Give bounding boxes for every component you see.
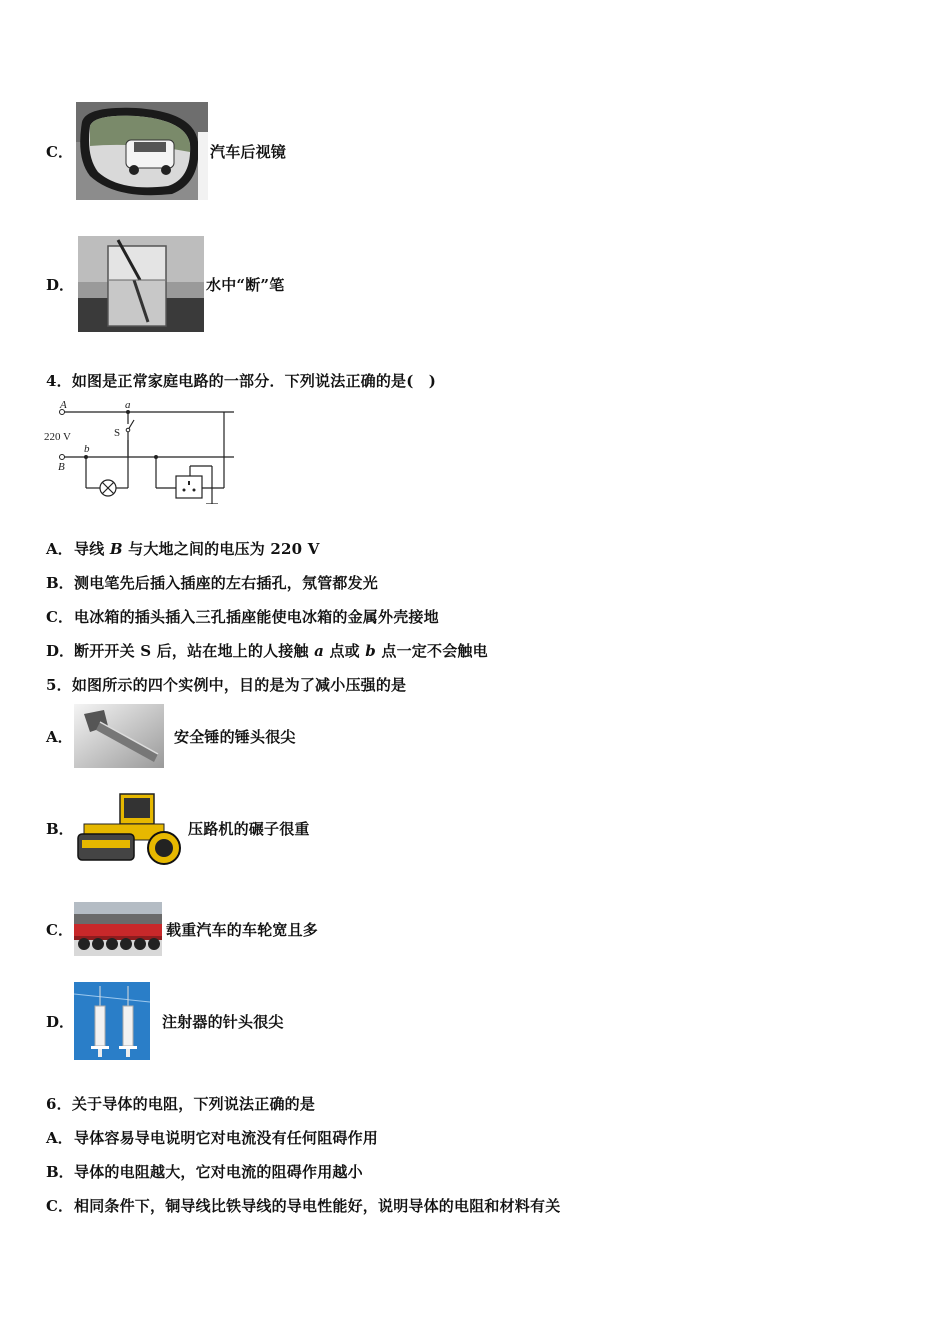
option-text: 压路机的碾子很重	[188, 819, 310, 838]
option-text: 汽车后视镜	[210, 142, 287, 161]
three-pin-socket	[183, 481, 196, 492]
q6-option-c[interactable]	[46, 1195, 560, 1216]
heavy-truck-image	[74, 902, 162, 956]
option-label: A．	[46, 727, 73, 746]
option-text: 断开开关 S 后，站在地上的人接触 a 点或 b 点一定不会触电	[74, 642, 488, 660]
option-label: C．	[46, 142, 73, 161]
q4-option-d[interactable]	[46, 640, 488, 661]
junction-b	[84, 455, 88, 459]
q5-option-a[interactable]	[46, 704, 296, 768]
option-text: 相同条件下，铜导线比铁导线的导电性能好，说明导体的电阻和材料有关	[74, 1197, 561, 1215]
safety-hammer-image	[74, 704, 164, 768]
q4-option-b[interactable]	[46, 572, 378, 593]
q5-option-c[interactable]	[46, 902, 318, 956]
option-text: 水中“断”笔	[206, 275, 285, 294]
label-b-upper: B	[58, 461, 65, 473]
option-text: 注射器的针头很尖	[162, 1012, 284, 1031]
option-label: D．	[46, 275, 75, 294]
option-label: B．	[46, 1163, 74, 1181]
terminal-b-upper	[60, 455, 65, 460]
option-label: C．	[46, 1197, 73, 1215]
q6-option-b[interactable]	[46, 1161, 363, 1182]
q3-option-d[interactable]	[46, 236, 284, 332]
option-text: 电冰箱的插头插入三孔插座能使电冰箱的金属外壳接地	[74, 608, 439, 626]
q5-option-d[interactable]	[46, 982, 284, 1060]
junction-socket	[154, 455, 158, 459]
question-text: 6．关于导体的电阻，下列说法正确的是	[46, 1095, 316, 1113]
rear-view-mirror-image	[76, 102, 208, 200]
label-b-lower: b	[84, 443, 90, 455]
q4-option-c[interactable]	[46, 606, 439, 627]
option-label: A．	[46, 540, 73, 558]
option-text: 载重汽车的车轮宽且多	[166, 920, 319, 939]
label-a-upper: A	[60, 400, 67, 411]
option-text: 导体容易导电说明它对电流没有任何阻碍作用	[74, 1129, 379, 1147]
question-text: 4．如图是正常家庭电路的一部分．下列说法正确的是( )	[46, 372, 437, 390]
q6-option-a[interactable]	[46, 1127, 378, 1148]
q5-option-b[interactable]	[46, 790, 310, 866]
road-roller-image	[74, 790, 186, 866]
option-text: 安全锤的锤头很尖	[174, 727, 296, 746]
lamp-symbol	[100, 480, 116, 496]
option-label: D．	[46, 1012, 75, 1031]
option-label: C．	[46, 920, 73, 939]
option-label: B．	[46, 819, 74, 838]
option-label: D．	[46, 642, 75, 660]
q3-option-c[interactable]	[46, 102, 286, 200]
syringe-image	[74, 982, 150, 1060]
label-a-lower: a	[125, 400, 131, 411]
household-circuit-diagram	[42, 400, 242, 504]
q6-stem	[46, 1093, 315, 1114]
option-label: C．	[46, 608, 73, 626]
option-text: 导线 B 与大地之间的电压为 220 V	[74, 540, 320, 558]
option-label: B．	[46, 574, 74, 592]
question-text: 5．如图所示的四个实例中，目的是为了减小压强的是	[46, 676, 407, 694]
pencil-in-water-image	[78, 236, 204, 332]
label-switch: S	[114, 427, 121, 439]
q5-stem	[46, 674, 406, 695]
option-text: 测电笔先后插入插座的左右插孔，氖管都发光	[74, 574, 379, 592]
label-voltage: 220 V	[44, 431, 71, 443]
option-label: A．	[46, 1129, 73, 1147]
option-text: 导体的电阻越大，它对电流的阻碍作用越小	[74, 1163, 363, 1181]
q4-option-a[interactable]	[46, 538, 320, 559]
q4-stem	[46, 370, 436, 391]
